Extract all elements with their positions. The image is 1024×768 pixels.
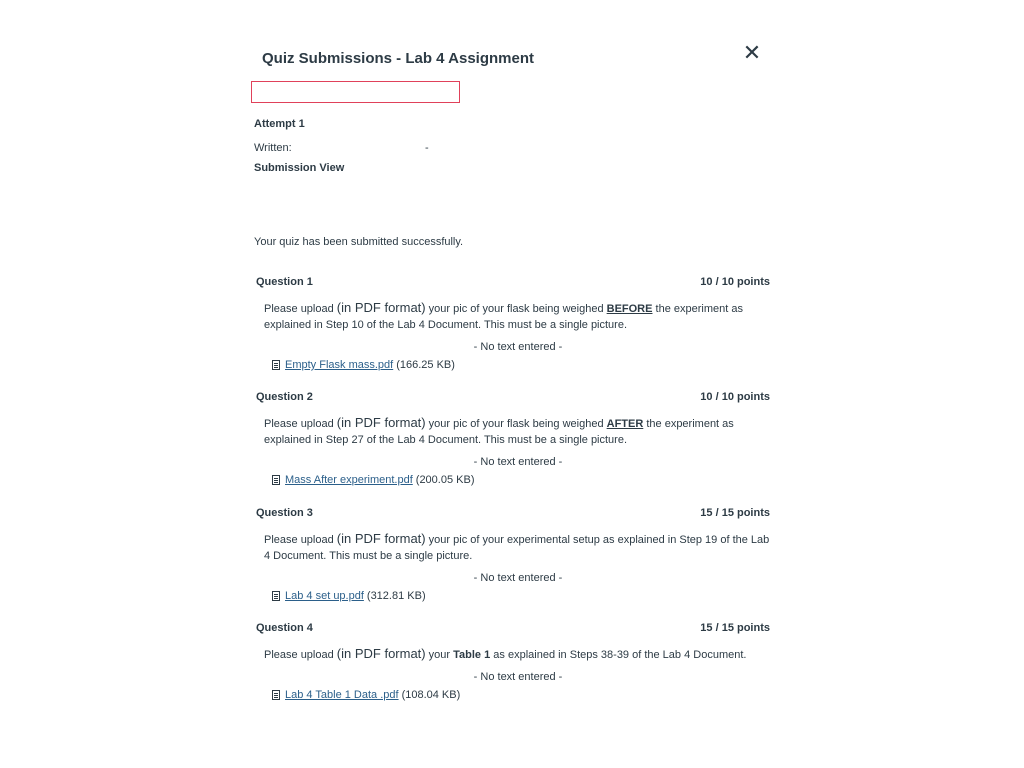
written-value: - xyxy=(425,142,429,154)
attachment-link[interactable]: Empty Flask mass.pdf xyxy=(285,359,394,371)
attachment-link[interactable]: Lab 4 Table 1 Data .pdf xyxy=(285,689,399,701)
question-text: Please upload (in PDF format) your pic of your experimental setup as explained in Step 19 of the Lab 4 Document. This must be a single picture. xyxy=(264,531,770,562)
submission-view-heading: Submission View xyxy=(254,162,345,174)
attempt-label: Attempt 1 xyxy=(254,118,305,130)
attachment-size: (166.25 KB) xyxy=(396,359,455,371)
written-label: Written: xyxy=(254,142,292,154)
question-points: 10 / 10 points xyxy=(700,391,770,403)
question-1 xyxy=(256,276,770,371)
attachment xyxy=(272,590,770,602)
question-title: Question 4 xyxy=(256,622,313,634)
close-icon[interactable]: ✕ xyxy=(742,40,762,65)
attachment-size: (312.81 KB) xyxy=(366,590,426,602)
question-title: Question 1 xyxy=(256,276,313,288)
question-points: 15 / 15 points xyxy=(700,622,770,634)
success-message: Your quiz has been submitted successfully. xyxy=(254,236,464,248)
document-icon xyxy=(272,360,280,370)
attachment xyxy=(272,359,770,371)
question-points: 10 / 10 points xyxy=(700,276,770,288)
attachment-link[interactable]: Mass After experiment.pdf xyxy=(285,474,413,486)
attachment xyxy=(272,689,770,701)
question-4 xyxy=(256,622,770,701)
attachment-size: (200.05 KB) xyxy=(415,474,475,486)
modal-title: Quiz Submissions - Lab 4 Assignment xyxy=(262,50,534,67)
question-title: Question 2 xyxy=(256,391,313,403)
document-icon xyxy=(272,591,280,601)
focus-outline[interactable] xyxy=(251,81,460,103)
question-text: Please upload (in PDF format) your pic of your flask being weighed AFTER the experiment as explained in Step 27 of the Lab 4 Document. This must be a single picture. xyxy=(264,415,734,446)
no-text-entered: - No text entered - xyxy=(473,456,563,468)
attachment-link[interactable]: Lab 4 set up.pdf xyxy=(285,590,364,602)
document-icon xyxy=(272,690,280,700)
question-text: Please upload (in PDF format) your Table 1 as explained in Steps 38-39 of the Lab 4 Document. xyxy=(264,646,747,661)
attachment-size: (108.04 KB) xyxy=(401,689,461,701)
document-icon xyxy=(272,475,280,485)
no-text-entered: - No text entered - xyxy=(473,671,563,683)
question-text: Please upload (in PDF format) your pic of your flask being weighed BEFORE the experiment as explained in Step 10 of the Lab 4 Document. This must be a single picture. xyxy=(264,300,743,331)
question-points: 15 / 15 points xyxy=(700,507,770,519)
question-3 xyxy=(256,507,770,602)
no-text-entered: - No text entered - xyxy=(473,572,563,584)
question-title: Question 3 xyxy=(256,507,313,519)
attachment xyxy=(272,474,770,486)
question-2 xyxy=(256,391,770,486)
no-text-entered: - No text entered - xyxy=(473,341,563,353)
